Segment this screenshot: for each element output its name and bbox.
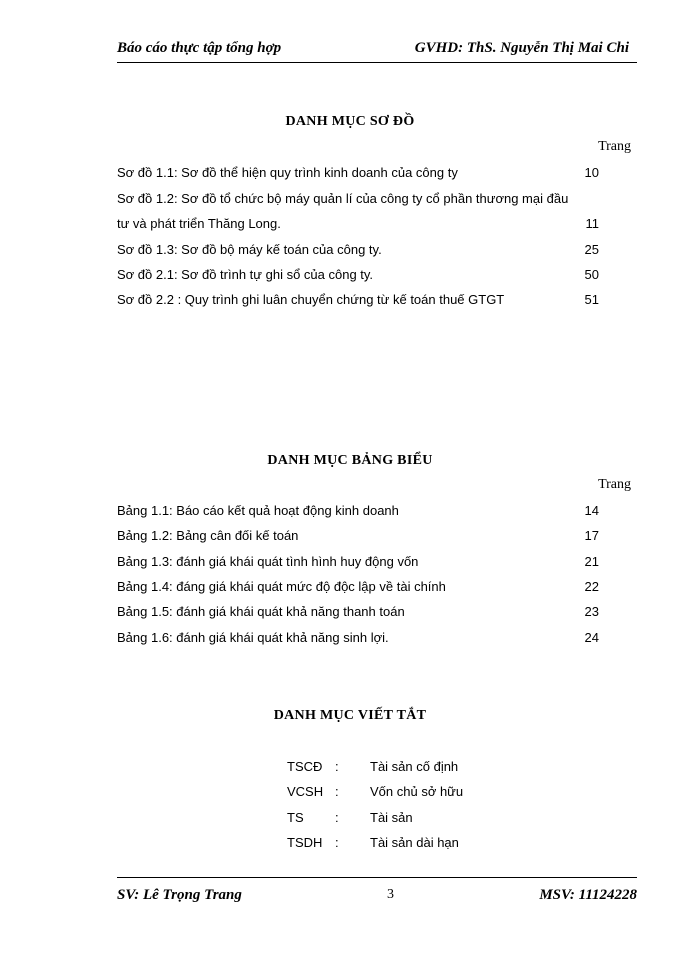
abbreviation-separator: :	[335, 835, 339, 850]
bang-bieu-page: 17	[584, 528, 599, 543]
footer-student: SV: Lê Trọng Trang	[117, 887, 242, 903]
so-do-row	[117, 216, 599, 236]
so-do-row	[117, 191, 637, 211]
abbreviation-key: TSDH	[287, 835, 323, 850]
so-do-row	[117, 267, 599, 287]
footer-student-id: MSV: 11124228	[539, 887, 637, 903]
so-do-page: 11	[585, 216, 599, 231]
bang-bieu-trang-label: Trang	[598, 477, 631, 492]
page-footer	[117, 877, 637, 908]
so-do-row	[117, 292, 599, 312]
so-do-label: tư và phát triển Thăng Long.	[117, 216, 281, 231]
bang-bieu-page: 22	[584, 579, 599, 594]
abbreviation-separator: :	[335, 784, 339, 799]
bang-bieu-page: 23	[584, 604, 599, 619]
bang-bieu-label: Bảng 1.3: đánh giá khái quát tình hình huy động vốn	[117, 554, 419, 569]
so-do-page: 51	[584, 292, 599, 307]
abbreviation-separator: :	[335, 759, 339, 774]
bang-bieu-label: Bảng 1.1: Báo cáo kết quả hoạt động kinh doanh	[117, 503, 399, 518]
abbreviation-separator: :	[335, 810, 339, 825]
bang-bieu-row	[117, 630, 599, 650]
abbreviation-meaning: Tài sản cố định	[370, 759, 459, 774]
so-do-title: DANH MỤC SƠ ĐỒ	[285, 114, 415, 129]
bang-bieu-row	[117, 503, 599, 523]
bang-bieu-label: Bảng 1.4: đáng giá khái quát mức độ độc lập về tài chính	[117, 579, 446, 594]
so-do-label: Sơ đồ 1.2: Sơ đồ tổ chức bộ máy quản lí của công ty cổ phần thương mại đầu	[117, 191, 569, 206]
abbreviation-meaning: Tài sản	[370, 810, 413, 825]
header-report-title: Báo cáo thực tập tổng hợp	[117, 40, 282, 56]
page-header	[117, 40, 637, 63]
abbreviation-key: TS	[287, 810, 304, 825]
so-do-row	[117, 165, 599, 185]
so-do-row	[117, 242, 599, 262]
bang-bieu-row	[117, 604, 599, 624]
bang-bieu-page: 21	[584, 554, 599, 569]
so-do-page: 10	[584, 165, 599, 180]
so-do-label: Sơ đồ 1.1: Sơ đồ thể hiện quy trình kinh doanh của công ty	[117, 165, 458, 180]
abbreviation-key: TSCĐ	[287, 759, 323, 774]
so-do-page: 25	[584, 242, 599, 257]
bang-bieu-label: Bảng 1.5: đánh giá khái quát khả năng thanh toán	[117, 604, 405, 619]
bang-bieu-title: DANH MỤC BẢNG BIỂU	[267, 453, 433, 468]
so-do-page: 50	[584, 267, 599, 282]
page-number: 3	[387, 887, 394, 902]
abbreviation-key: VCSH	[287, 784, 324, 799]
bang-bieu-page: 14	[584, 503, 599, 518]
bang-bieu-row	[117, 528, 599, 548]
so-do-label: Sơ đồ 1.3: Sơ đồ bộ máy kế toán của công ty.	[117, 242, 382, 257]
abbreviation-meaning: Tài sản dài hạn	[370, 835, 459, 850]
bang-bieu-row	[117, 554, 599, 574]
header-advisor: GVHD: ThS. Nguyễn Thị Mai Chi	[414, 40, 629, 56]
viet-tat-title: DANH MỤC VIẾT TẮT	[273, 708, 427, 723]
bang-bieu-page: 24	[584, 630, 599, 645]
bang-bieu-label: Bảng 1.2: Bảng cân đối kế toán	[117, 528, 299, 543]
so-do-label: Sơ đồ 2.2 : Quy trình ghi luân chuyển chứng từ kế toán thuế GTGT	[117, 292, 505, 307]
bang-bieu-label: Bảng 1.6: đánh giá khái quát khả năng sinh lợi.	[117, 630, 389, 645]
so-do-label: Sơ đồ 2.1: Sơ đồ trình tự ghi sổ của công ty.	[117, 267, 374, 282]
abbreviation-meaning: Vốn chủ sở hữu	[370, 784, 464, 799]
bang-bieu-row	[117, 579, 599, 599]
so-do-trang-label: Trang	[598, 139, 631, 154]
